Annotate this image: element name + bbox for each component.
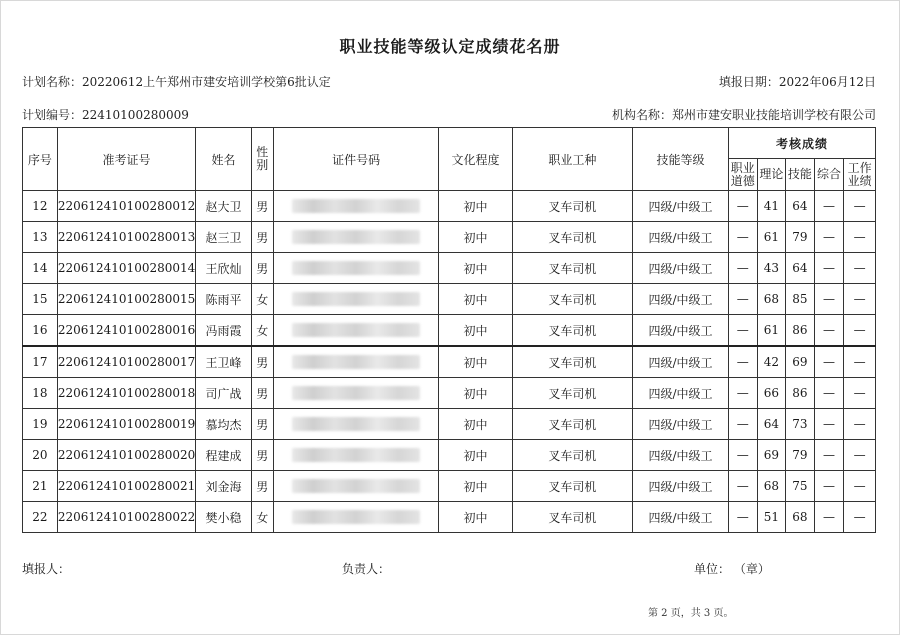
plan-number: 计划编号：22410100280009: [22, 108, 189, 122]
header-occupation: 职业工种: [512, 128, 632, 191]
header-name: 姓名: [196, 128, 251, 191]
cell-gender: 女: [251, 315, 273, 347]
cell-theory: 68: [757, 284, 786, 315]
cell-exam-no: 220612410100280017: [57, 346, 196, 378]
cell-id-no: [273, 502, 438, 533]
cell-level: 四级/中级工: [633, 502, 729, 533]
header-education: 文化程度: [439, 128, 512, 191]
cell-work: —: [844, 440, 876, 471]
report-date: 填报日期：2022年06月12日: [718, 75, 876, 89]
cell-theory: 61: [757, 222, 786, 253]
cell-ethics: —: [728, 502, 757, 533]
cell-level: 四级/中级工: [633, 284, 729, 315]
cell-seq: 16: [23, 315, 58, 347]
header-overall: 综合: [814, 159, 844, 191]
cell-overall: —: [814, 440, 844, 471]
cell-theory: 64: [757, 409, 786, 440]
cell-education: 初中: [439, 471, 512, 502]
cell-occupation: 叉车司机: [512, 378, 632, 409]
cell-id-no: [273, 315, 438, 347]
cell-occupation: 叉车司机: [512, 440, 632, 471]
table-row: [23, 315, 876, 347]
cell-name: 王卫峰: [196, 346, 251, 378]
cell-id-no: [273, 378, 438, 409]
cell-gender: 女: [251, 502, 273, 533]
header-work: 工作业绩: [844, 159, 876, 191]
cell-seq: 12: [23, 191, 58, 222]
cell-ethics: —: [728, 346, 757, 378]
cell-seq: 17: [23, 346, 58, 378]
cell-theory: 66: [757, 378, 786, 409]
header-seq: 序号: [23, 128, 58, 191]
cell-name: 司广战: [196, 378, 251, 409]
cell-gender: 男: [251, 378, 273, 409]
cell-level: 四级/中级工: [633, 222, 729, 253]
cell-education: 初中: [439, 346, 512, 378]
cell-skill: 79: [786, 440, 815, 471]
redacted-id: [292, 510, 420, 524]
cell-ethics: —: [728, 222, 757, 253]
roster-table: [22, 127, 876, 533]
cell-name: 王欣灿: [196, 253, 251, 284]
responsible-label: 负责人：: [342, 562, 391, 576]
cell-theory: 68: [757, 471, 786, 502]
cell-skill: 85: [786, 284, 815, 315]
cell-education: 初中: [439, 191, 512, 222]
cell-level: 四级/中级工: [633, 409, 729, 440]
redacted-id: [292, 448, 420, 462]
cell-seq: 14: [23, 253, 58, 284]
cell-name: 慕均杰: [196, 409, 251, 440]
header-gender: 性别: [251, 128, 273, 191]
cell-theory: 42: [757, 346, 786, 378]
cell-work: —: [844, 409, 876, 440]
cell-exam-no: 220612410100280021: [57, 471, 196, 502]
cell-gender: 男: [251, 471, 273, 502]
cell-ethics: —: [728, 471, 757, 502]
redacted-id: [292, 261, 420, 275]
cell-ethics: —: [728, 191, 757, 222]
cell-exam-no: 220612410100280016: [57, 315, 196, 347]
cell-occupation: 叉车司机: [512, 284, 632, 315]
cell-work: —: [844, 222, 876, 253]
table-row: [23, 346, 876, 378]
cell-education: 初中: [439, 222, 512, 253]
cell-theory: 61: [757, 315, 786, 347]
cell-seq: 21: [23, 471, 58, 502]
cell-work: —: [844, 315, 876, 347]
cell-ethics: —: [728, 284, 757, 315]
table-row: [23, 191, 876, 222]
cell-overall: —: [814, 191, 844, 222]
cell-level: 四级/中级工: [633, 471, 729, 502]
cell-gender: 男: [251, 440, 273, 471]
cell-occupation: 叉车司机: [512, 191, 632, 222]
table-row: [23, 378, 876, 409]
redacted-id: [292, 417, 420, 431]
cell-overall: —: [814, 222, 844, 253]
unit-seal-label: 单位： （章）: [694, 562, 770, 576]
cell-id-no: [273, 284, 438, 315]
cell-id-no: [273, 440, 438, 471]
cell-skill: 64: [786, 191, 815, 222]
cell-ethics: —: [728, 440, 757, 471]
cell-exam-no: 220612410100280012: [57, 191, 196, 222]
redacted-id: [292, 230, 420, 244]
page-number: 第 2 页，共 3 页。: [648, 608, 734, 619]
cell-level: 四级/中级工: [633, 378, 729, 409]
cell-occupation: 叉车司机: [512, 222, 632, 253]
cell-overall: —: [814, 346, 844, 378]
cell-id-no: [273, 346, 438, 378]
cell-gender: 男: [251, 253, 273, 284]
cell-skill: 79: [786, 222, 815, 253]
cell-overall: —: [814, 284, 844, 315]
cell-overall: —: [814, 502, 844, 533]
cell-level: 四级/中级工: [633, 440, 729, 471]
cell-exam-no: 220612410100280013: [57, 222, 196, 253]
cell-education: 初中: [439, 378, 512, 409]
cell-name: 赵三卫: [196, 222, 251, 253]
cell-skill: 86: [786, 315, 815, 347]
cell-education: 初中: [439, 409, 512, 440]
cell-education: 初中: [439, 284, 512, 315]
cell-exam-no: 220612410100280014: [57, 253, 196, 284]
header-skill: 技能: [786, 159, 815, 191]
cell-id-no: [273, 471, 438, 502]
cell-id-no: [273, 222, 438, 253]
cell-level: 四级/中级工: [633, 346, 729, 378]
cell-gender: 男: [251, 191, 273, 222]
cell-occupation: 叉车司机: [512, 346, 632, 378]
cell-skill: 73: [786, 409, 815, 440]
table-row: [23, 471, 876, 502]
cell-name: 赵大卫: [196, 191, 251, 222]
cell-name: 陈雨平: [196, 284, 251, 315]
cell-work: —: [844, 346, 876, 378]
cell-name: 刘金海: [196, 471, 251, 502]
cell-ethics: —: [728, 378, 757, 409]
cell-occupation: 叉车司机: [512, 502, 632, 533]
cell-id-no: [273, 409, 438, 440]
redacted-id: [292, 479, 420, 493]
cell-education: 初中: [439, 502, 512, 533]
cell-seq: 20: [23, 440, 58, 471]
cell-occupation: 叉车司机: [512, 471, 632, 502]
cell-name: 程建成: [196, 440, 251, 471]
cell-overall: —: [814, 409, 844, 440]
cell-gender: 女: [251, 284, 273, 315]
table-row: [23, 253, 876, 284]
cell-gender: 男: [251, 346, 273, 378]
cell-education: 初中: [439, 440, 512, 471]
cell-theory: 69: [757, 440, 786, 471]
cell-ethics: —: [728, 315, 757, 347]
cell-skill: 64: [786, 253, 815, 284]
header-theory: 理论: [757, 159, 786, 191]
cell-skill: 86: [786, 378, 815, 409]
cell-skill: 69: [786, 346, 815, 378]
cell-work: —: [844, 253, 876, 284]
cell-occupation: 叉车司机: [512, 253, 632, 284]
cell-skill: 68: [786, 502, 815, 533]
cell-education: 初中: [439, 253, 512, 284]
cell-ethics: —: [728, 409, 757, 440]
cell-name: 樊小稳: [196, 502, 251, 533]
cell-ethics: —: [728, 253, 757, 284]
cell-level: 四级/中级工: [633, 191, 729, 222]
cell-seq: 18: [23, 378, 58, 409]
cell-level: 四级/中级工: [633, 315, 729, 347]
cell-level: 四级/中级工: [633, 253, 729, 284]
table-row: [23, 502, 876, 533]
header-assessment: 考核成绩: [728, 128, 875, 159]
cell-seq: 19: [23, 409, 58, 440]
cell-name: 冯雨霞: [196, 315, 251, 347]
header-ethics: 职业道德: [728, 159, 757, 191]
cell-work: —: [844, 191, 876, 222]
header-id-no: 证件号码: [273, 128, 438, 191]
cell-gender: 男: [251, 409, 273, 440]
cell-theory: 41: [757, 191, 786, 222]
plan-name: 计划名称：20220612上午郑州市建安培训学校第6批认定: [22, 75, 331, 89]
cell-overall: —: [814, 471, 844, 502]
cell-work: —: [844, 378, 876, 409]
redacted-id: [292, 323, 420, 337]
table-row: [23, 440, 876, 471]
cell-occupation: 叉车司机: [512, 409, 632, 440]
cell-theory: 43: [757, 253, 786, 284]
cell-exam-no: 220612410100280019: [57, 409, 196, 440]
table-row: [23, 222, 876, 253]
cell-overall: —: [814, 253, 844, 284]
document-title: 职业技能等级认定成绩花名册: [339, 37, 561, 56]
cell-overall: —: [814, 315, 844, 347]
redacted-id: [292, 355, 420, 369]
cell-work: —: [844, 284, 876, 315]
cell-id-no: [273, 191, 438, 222]
cell-exam-no: 220612410100280018: [57, 378, 196, 409]
cell-seq: 15: [23, 284, 58, 315]
redacted-id: [292, 199, 420, 213]
header-level: 技能等级: [633, 128, 729, 191]
cell-id-no: [273, 253, 438, 284]
cell-theory: 51: [757, 502, 786, 533]
cell-exam-no: 220612410100280022: [57, 502, 196, 533]
header-exam-no: 准考证号: [57, 128, 196, 191]
table-row: [23, 284, 876, 315]
filled-by-label: 填报人：: [22, 562, 71, 576]
cell-gender: 男: [251, 222, 273, 253]
cell-exam-no: 220612410100280020: [57, 440, 196, 471]
cell-work: —: [844, 471, 876, 502]
redacted-id: [292, 386, 420, 400]
redacted-id: [292, 292, 420, 306]
cell-overall: —: [814, 378, 844, 409]
cell-exam-no: 220612410100280015: [57, 284, 196, 315]
table-row: [23, 409, 876, 440]
cell-work: —: [844, 502, 876, 533]
cell-occupation: 叉车司机: [512, 315, 632, 347]
cell-seq: 13: [23, 222, 58, 253]
organization-name: 机构名称：郑州市建安职业技能培训学校有限公司: [611, 108, 876, 122]
cell-seq: 22: [23, 502, 58, 533]
cell-education: 初中: [439, 315, 512, 347]
cell-skill: 75: [786, 471, 815, 502]
